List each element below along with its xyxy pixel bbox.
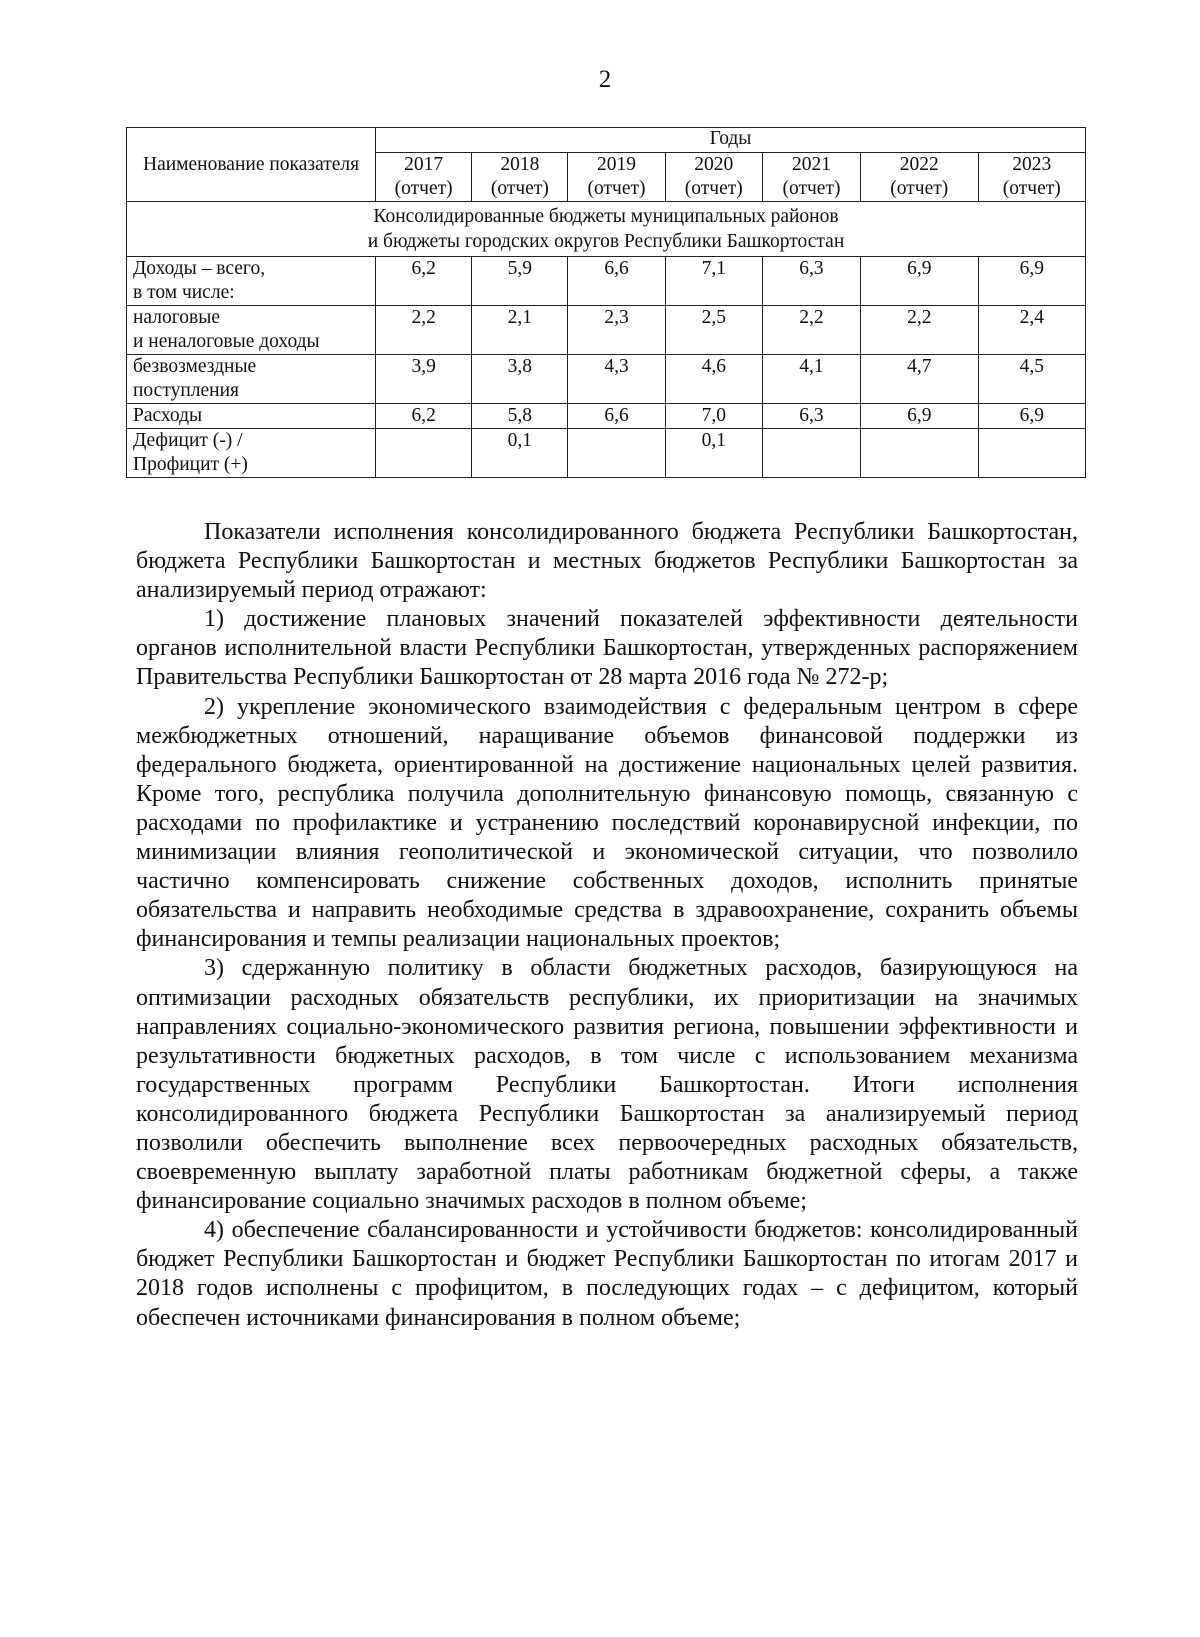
paragraph: Показатели исполнения консолидированного бюджета Республики Башкортостан, бюджета Республики Башкортостан и местных бюджетов Республики Башкортостан за анализируемый период отражают: — [136, 519, 1078, 604]
row-label-line: Профицит (+) — [133, 454, 248, 475]
row-label — [127, 429, 376, 478]
year-note: (отчет) — [490, 178, 549, 199]
year-header — [472, 153, 568, 202]
year-note: (отчет) — [782, 178, 841, 199]
table-cell: 2,2 — [376, 306, 472, 355]
row-label-line: Расходы — [133, 405, 203, 426]
paragraph: 2) укрепление экономического взаимодействия с федеральным центром в сфере межбюджетных отношений, наращивание объемов финансовой поддержки из федерального бюджета, ориентированной на достижение национальных целей развития. Кроме того, республика получила дополнительную финансовую помощь, связанную с расходами по профилактике и устранению последствий коронавирусной инфекции, по минимизации влияния геополитической и экономической ситуации, что позволило частично компенсировать снижение собственных доходов, исполнить принятые обязательства и направить необходимые средства в здравоохранение, сохранить объемы финансирования и темпы реализации национальных проектов; — [136, 693, 1078, 953]
year-note: (отчет) — [394, 178, 453, 199]
table-cell: 4,3 — [568, 355, 665, 404]
table-cell: 6,6 — [568, 257, 665, 306]
year-label: 2020 — [694, 154, 734, 175]
table-cell: 4,7 — [861, 355, 978, 404]
year-note: (отчет) — [587, 178, 646, 199]
paragraph: 1) достижение плановых значений показателей эффективности деятельности органов исполнительной власти Республики Башкортостан, утвержденных распоряжением Правительства Республики Башкортостан от 28 марта 2016 года № 272-р; — [136, 606, 1078, 691]
table-cell: 6,3 — [762, 257, 860, 306]
table-cell: 0,1 — [665, 429, 762, 478]
table-cell: 6,9 — [861, 257, 978, 306]
table-row — [127, 429, 1086, 478]
paragraph: 4) обеспечение сбалансированности и устойчивости бюджетов: консолидированный бюджет Республики Башкортостан и бюджет Республики Башкортостан по итогам 2017 и 2018 годов исполнены с профицитом, в последующих годах – с дефицитом, который обеспечен источниками финансирования в полном объеме; — [136, 1217, 1078, 1331]
table-cell: 6,2 — [376, 404, 472, 429]
section-title-line1: Консолидированные бюджеты муниципальных районов — [373, 206, 839, 227]
year-label: 2021 — [791, 154, 831, 175]
section-title-line2: и бюджеты городских округов Республики Башкортостан — [367, 231, 845, 252]
year-label: 2019 — [597, 154, 637, 175]
year-header — [978, 153, 1085, 202]
table-cell: 4,5 — [978, 355, 1085, 404]
table-cell: 7,1 — [665, 257, 762, 306]
year-header — [861, 153, 978, 202]
table-cell: 2,2 — [762, 306, 860, 355]
row-label — [127, 404, 376, 429]
year-header — [665, 153, 762, 202]
table-cell: 4,6 — [665, 355, 762, 404]
table-cell: 6,9 — [978, 257, 1085, 306]
paragraph: 3) сдержанную политику в области бюджетных расходов, базирующуюся на оптимизации расходных обязательств республики, их приоритизации на значимых направлениях социально-экономического развития региона, повышении эффективности и результативности бюджетных расходов, в том числе с использованием механизма государственных программ Республики Башкортостан. Итоги исполнения консолидированного бюджета Республики Башкортостан за анализируемый период позволили обеспечить выполнение всех первоочередных расходных обязательств, своевременную выплату заработной платы работникам бюджетной сферы, а также финансирование социально значимых расходов в полном объеме; — [136, 955, 1078, 1215]
table-cell: 5,9 — [472, 257, 568, 306]
year-note: (отчет) — [890, 178, 949, 199]
table-row — [127, 355, 1086, 404]
year-note: (отчет) — [684, 178, 743, 199]
table-cell: 7,0 — [665, 404, 762, 429]
year-header — [376, 153, 472, 202]
row-label-line: и неналоговые доходы — [133, 331, 320, 352]
table-row — [127, 257, 1086, 306]
table-cell: 4,1 — [762, 355, 860, 404]
row-label-line: в том числе: — [133, 282, 235, 303]
table-row — [127, 404, 1086, 429]
table-cell — [376, 429, 472, 478]
table-cell: 6,2 — [376, 257, 472, 306]
year-note: (отчет) — [1002, 178, 1061, 199]
page-number: 2 — [598, 66, 612, 93]
table-cell: 6,6 — [568, 404, 665, 429]
table-cell: 6,3 — [762, 404, 860, 429]
table-cell: 6,9 — [861, 404, 978, 429]
row-label-line: Дефицит (-) / — [133, 430, 243, 451]
table-cell — [762, 429, 860, 478]
row-label-line: поступления — [133, 380, 240, 401]
budget-table — [126, 127, 1086, 478]
body-text — [136, 518, 1078, 1333]
year-label: 2018 — [500, 154, 540, 175]
table-cell: 3,9 — [376, 355, 472, 404]
row-label — [127, 257, 376, 306]
row-label — [127, 306, 376, 355]
table-row — [127, 306, 1086, 355]
table-body — [127, 257, 1086, 478]
year-label: 2023 — [1012, 154, 1052, 175]
table-cell: 2,4 — [978, 306, 1085, 355]
table-cell: 3,8 — [472, 355, 568, 404]
row-label-line: безвозмездные — [133, 356, 257, 377]
table-cell: 6,9 — [978, 404, 1085, 429]
year-header — [568, 153, 665, 202]
table-cell: 2,3 — [568, 306, 665, 355]
table-cell — [978, 429, 1085, 478]
header-name: Наименование показателя — [127, 128, 376, 202]
table-cell: 2,2 — [861, 306, 978, 355]
year-label: 2022 — [899, 154, 939, 175]
table-cell — [861, 429, 978, 478]
table-cell — [568, 429, 665, 478]
table-cell: 0,1 — [472, 429, 568, 478]
header-years: Годы — [376, 128, 1086, 153]
row-label-line: налоговые — [133, 307, 220, 328]
year-label: 2017 — [404, 154, 444, 175]
row-label-line: Доходы – всего, — [133, 258, 266, 279]
table-cell: 5,8 — [472, 404, 568, 429]
row-label — [127, 355, 376, 404]
year-header — [762, 153, 860, 202]
table-cell: 2,5 — [665, 306, 762, 355]
section-title — [127, 202, 1086, 257]
table-cell: 2,1 — [472, 306, 568, 355]
